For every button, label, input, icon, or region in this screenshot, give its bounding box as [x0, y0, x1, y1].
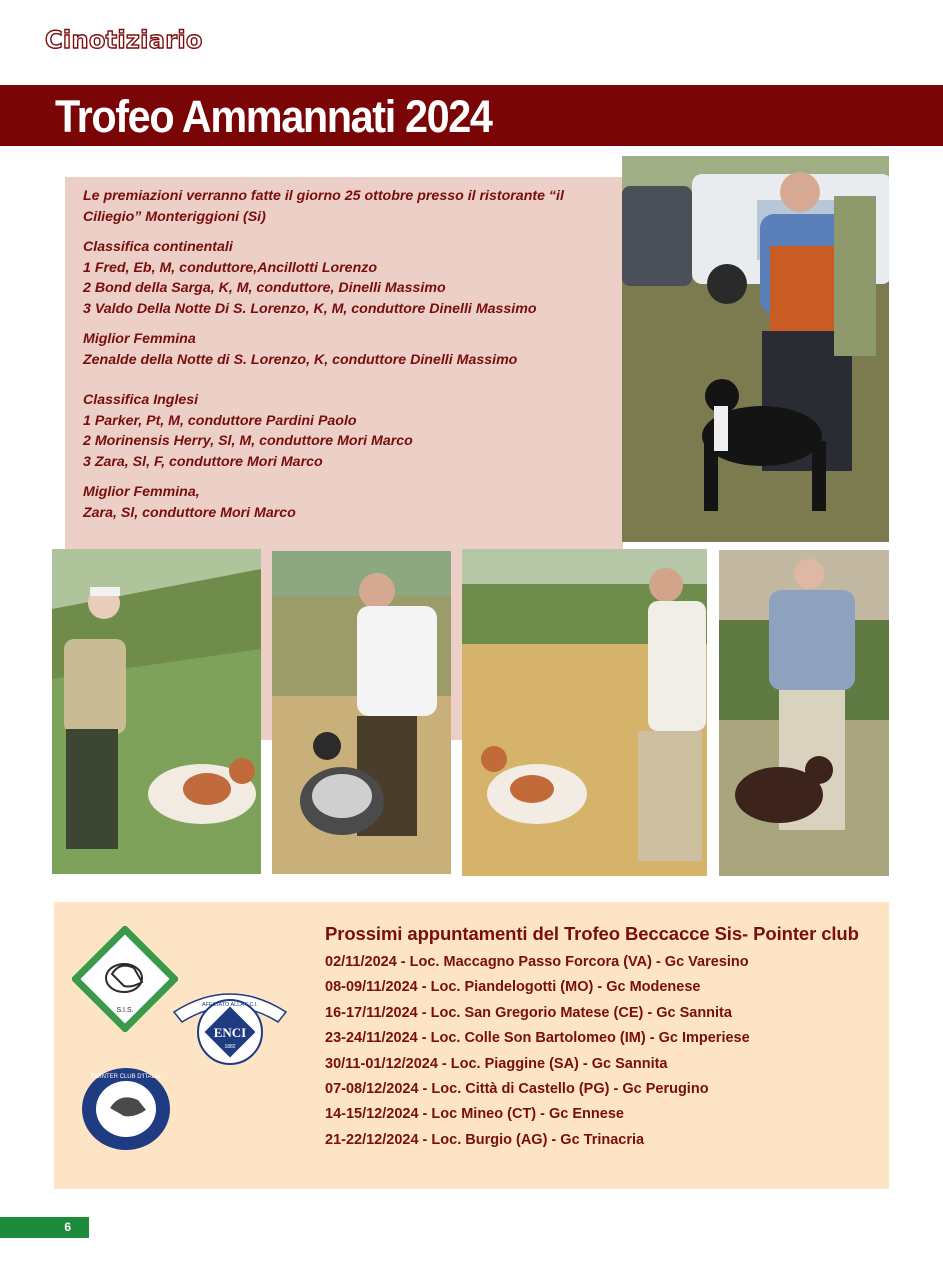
page-title: Trofeo Ammannati 2024	[55, 91, 492, 142]
title-bar	[0, 85, 943, 146]
result-line: 2 Morinensis Herry, Sl, M, conduttore Mori Marco	[83, 433, 413, 449]
continentali-heading: Classifica continentali	[83, 239, 233, 255]
photo-handler-setter	[272, 551, 451, 874]
continentali-section	[83, 237, 613, 319]
appointments-list	[325, 950, 885, 1153]
sis-logo-text: S.I.S.	[116, 1007, 134, 1014]
result-line: 3 Valdo Della Notte Di S. Lorenzo, K, M, conduttore Dinelli Massimo	[83, 300, 537, 317]
enci-logo	[166, 982, 294, 1074]
appointment-item: 07-08/12/2024 - Loc. Città di Castello (PG) - Gc Perugino	[325, 1081, 709, 1098]
best-female-heading: Miglior Femmina	[83, 331, 196, 347]
photo-winner-black-pointer	[622, 156, 889, 542]
enci-logo-year: 1882	[224, 1044, 236, 1050]
result-line: 3 Zara, Sl, F, conduttore Mori Marco	[83, 453, 323, 470]
appointments-heading: Prossimi appuntamenti del Trofeo Beccacce Sis- Pointer club	[325, 923, 859, 944]
best-female-text: Zenalde della Notte di S. Lorenzo, K, conduttore Dinelli Massimo	[83, 351, 518, 368]
appointment-item: 30/11-01/12/2024 - Loc. Piaggine (SA) - Gc Sannita	[325, 1055, 668, 1072]
intro-text: Le premiazioni verranno fatte il giorno 25 ottobre presso il ristorante “il Ciliegio” Monteriggioni (Si)	[83, 188, 564, 225]
photo-handler-brittany-2	[462, 549, 707, 876]
page-number: 6	[0, 1217, 89, 1238]
result-line: 1 Parker, Pt, M, conduttore Pardini Paolo	[83, 412, 357, 429]
sis-logo	[72, 926, 178, 1032]
appointment-item: 23-24/11/2024 - Loc. Colle Son Bartolomeo (IM) - Gc Imperiese	[325, 1030, 750, 1047]
photo-handler-chocolate-pointer	[719, 550, 889, 876]
enci-logo-ring-text: AFFILIATO ALLA F.C.I.	[201, 1002, 259, 1008]
best-female-heading: Miglior Femmina,	[83, 484, 200, 500]
best-female-inglesi	[83, 482, 613, 523]
appointments	[325, 923, 885, 1153]
appointment-item: 02/11/2024 - Loc. Maccagno Passo Forcora (VA) - Gc Varesino	[325, 954, 749, 970]
appointment-item: 14-15/12/2024 - Loc Mineo (CT) - Gc Ennese	[325, 1106, 624, 1123]
appointment-item: 16-17/11/2024 - Loc. San Gregorio Matese (CE) - Gc Sannita	[325, 1004, 732, 1021]
best-female-continentali	[83, 329, 613, 370]
magazine-brand: Cinotiziario	[45, 26, 203, 54]
result-line: 1 Fred, Eb, M, conduttore,Ancillotti Lorenzo	[83, 259, 377, 276]
pointer-club-logo-text: POINTER CLUB D'ITALIA	[91, 1074, 161, 1080]
enci-logo-text: ENCI	[213, 1025, 247, 1040]
inglesi-section	[83, 390, 613, 472]
inglesi-heading: Classifica Inglesi	[83, 392, 199, 408]
appointment-item: 21-22/12/2024 - Loc. Burgio (AG) - Gc Trinacria	[325, 1131, 645, 1148]
best-female-text: Zara, Sl, conduttore Mori Marco	[83, 504, 296, 521]
pointer-club-logo	[80, 1066, 172, 1152]
result-line: 2 Bond della Sarga, K, M, conduttore, Dinelli Massimo	[83, 280, 446, 296]
appointment-item: 08-09/11/2024 - Loc. Piandelogotti (MO) - Gc Modenese	[325, 979, 701, 996]
photo-handler-brittany-1	[52, 549, 261, 874]
results-text	[83, 186, 613, 533]
